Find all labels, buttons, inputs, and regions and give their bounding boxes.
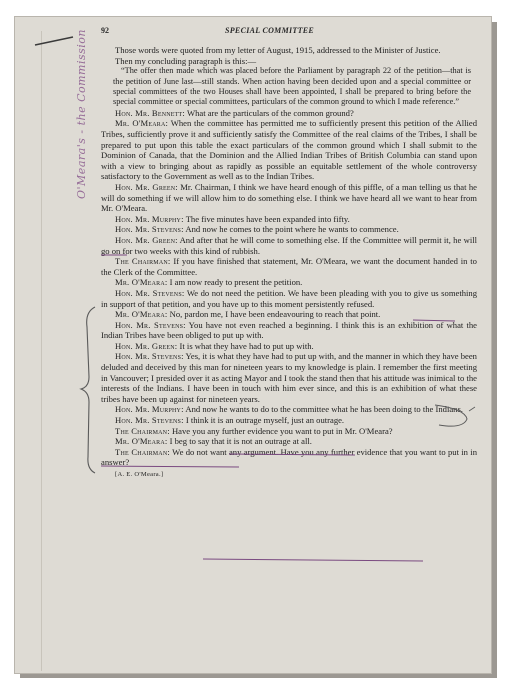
speaker-name: Hon. Mr. Stevens: — [115, 287, 185, 298]
underline-outrage — [203, 559, 423, 561]
paragraph-text: We do not need the petition. We have been pleading with you to give us something in support of that petition, and you have up to this moment persistently refused. — [101, 287, 477, 309]
underline-rubbish — [413, 320, 455, 321]
paragraph-text: And now he wants to do to the committee what he has been doing to the Indians. — [185, 404, 463, 415]
paragraph-text: We do not want any argument. Have you any further evidence that you want to put in in answer? — [101, 446, 477, 468]
document-page — [14, 16, 492, 674]
witness-citation: [A. E. O'Meara.] — [115, 471, 164, 478]
speaker-name: Hon. Mr. Green: — [115, 181, 178, 192]
paragraph-text: I beg to say that it is not an outrage at all. — [169, 436, 312, 447]
paragraph-text: If you have finished that statement, Mr. O'Meara, we want the document handed in to the Clerk of the Committee. — [101, 256, 477, 277]
speaker-name: The Chairman: — [115, 446, 170, 457]
speaker-name: The Chairman: — [115, 256, 171, 267]
paragraph-text: Yes, it is what they have had to put up with, and the manner in which they have been deluded and deceived by this man for nineteen years to my knowledge is plain. I remember the first meeting in Vancouver; I presided over it as acting Mayor and I took the stand then that his attitude was inimical to the interests of the Indians. I have been in touch with him ever since, and this is an exhibition of what these tribes have been up against for nineteen years. — [101, 351, 477, 404]
paragraph-text: You have not even reached a beginning. I think this is an exhibition of what the Indian Tribes have been obliged to put up with. — [101, 319, 477, 341]
paragraph-text: “The offer then made which was placed before the Parliament by paragraph 22 of the petition—that is the petition of June last—still stands. When action having been decided upon and a special committee or special committees of the two Houses shall have been appointed, I shall be prepared to bring before the special committee or special committees, particulars of the common ground to which I made reference.” — [113, 66, 471, 107]
running-head: SPECIAL COMMITTEE — [225, 26, 315, 35]
speaker-name: Hon. Mr. Murphy: — [115, 404, 184, 415]
speaker-name: Hon. Mr. Stevens: — [115, 415, 184, 426]
speaker-name: Hon. Mr. Stevens: — [115, 224, 184, 235]
paragraph-text: I am now ready to present the petition. — [169, 277, 303, 288]
paragraph-text: Have you any further evidence you want to put in Mr. O'Meara? — [171, 425, 393, 436]
handwritten-annotations — [15, 17, 493, 675]
paragraph-text: Those words were quoted from my letter of August, 1915, addressed to the Minister of Justice. — [115, 45, 441, 55]
speaker-name: Hon. Mr. Murphy: — [115, 213, 184, 224]
underline-deceived — [229, 454, 355, 455]
paragraph-text: When the committee has permitted me to sufficiently present this petition of the Allied Tribes, sufficiently prove it and sufficiently satisfy the Committee of the real claims of the Tribes, I shall be prepared to put upon this table the exact particulars of the common ground which I shall submit to the Dominion of Canada, that the Dominion and the Allied Indian Tribes of British Columbia can stand upon with a view to bringing about as rapidly as possible an equitable settlement of the whole controversy satisfactory to the Government as well as to the Indian Tribes. — [101, 118, 477, 182]
paragraph-text: And after that he will come to something else. If the Committee will permit it, he will go on for two weeks with this kind of rubbish. — [101, 234, 477, 256]
paragraph-text: No, pardon me, I have been endeavouring to reach that point. — [169, 309, 381, 320]
paragraph-text: Then my concluding paragraph is this:— — [115, 55, 257, 66]
speaker-name: Hon. Mr. Green: — [115, 234, 178, 245]
tick-mark — [469, 407, 475, 411]
speaker-name: Hon. Mr. Green: — [115, 340, 178, 351]
paragraph-text: I think it is an outrage myself, just an outrage. — [185, 415, 345, 426]
paragraph-text: Mr. Chairman, I think we have heard enough of this piffle, of a man telling us that he will do something if we will allow him to do something else. I think we have heard all we want to hear from Mr. O'Meara. — [101, 181, 477, 214]
speaker-name: Hon. Mr. Stevens: — [115, 351, 184, 362]
paragraph-text: It is what they have had to put up with. — [179, 340, 314, 351]
handwritten-margin-note: O'Meara's - the Commission — [75, 28, 88, 199]
speaker-name: Mr. O'Meara: — [115, 118, 169, 129]
speaker-name: Mr. O'Meara: — [115, 309, 168, 320]
speaker-name: Hon. Mr. Stevens: — [115, 319, 186, 330]
speaker-name: Mr. O'Meara: — [115, 277, 168, 288]
page-number: 92 — [101, 26, 109, 35]
underline-knowledge — [101, 466, 239, 467]
speaker-name: Mr. O'Meara: — [115, 436, 168, 447]
paragraph-text: The five minutes have been expanded into fifty. — [185, 213, 350, 224]
paragraph-text: What are the particulars of the common ground? — [186, 107, 354, 118]
speaker-name: Hon. Mr. Bennett: — [115, 107, 185, 118]
speaker-name: The Chairman: — [115, 425, 170, 436]
margin-brace — [81, 307, 95, 473]
pencil-corner-mark — [35, 37, 73, 45]
paragraph-text: And now he comes to the point where he wants to commence. — [185, 224, 399, 235]
annotation-curl — [435, 405, 467, 426]
